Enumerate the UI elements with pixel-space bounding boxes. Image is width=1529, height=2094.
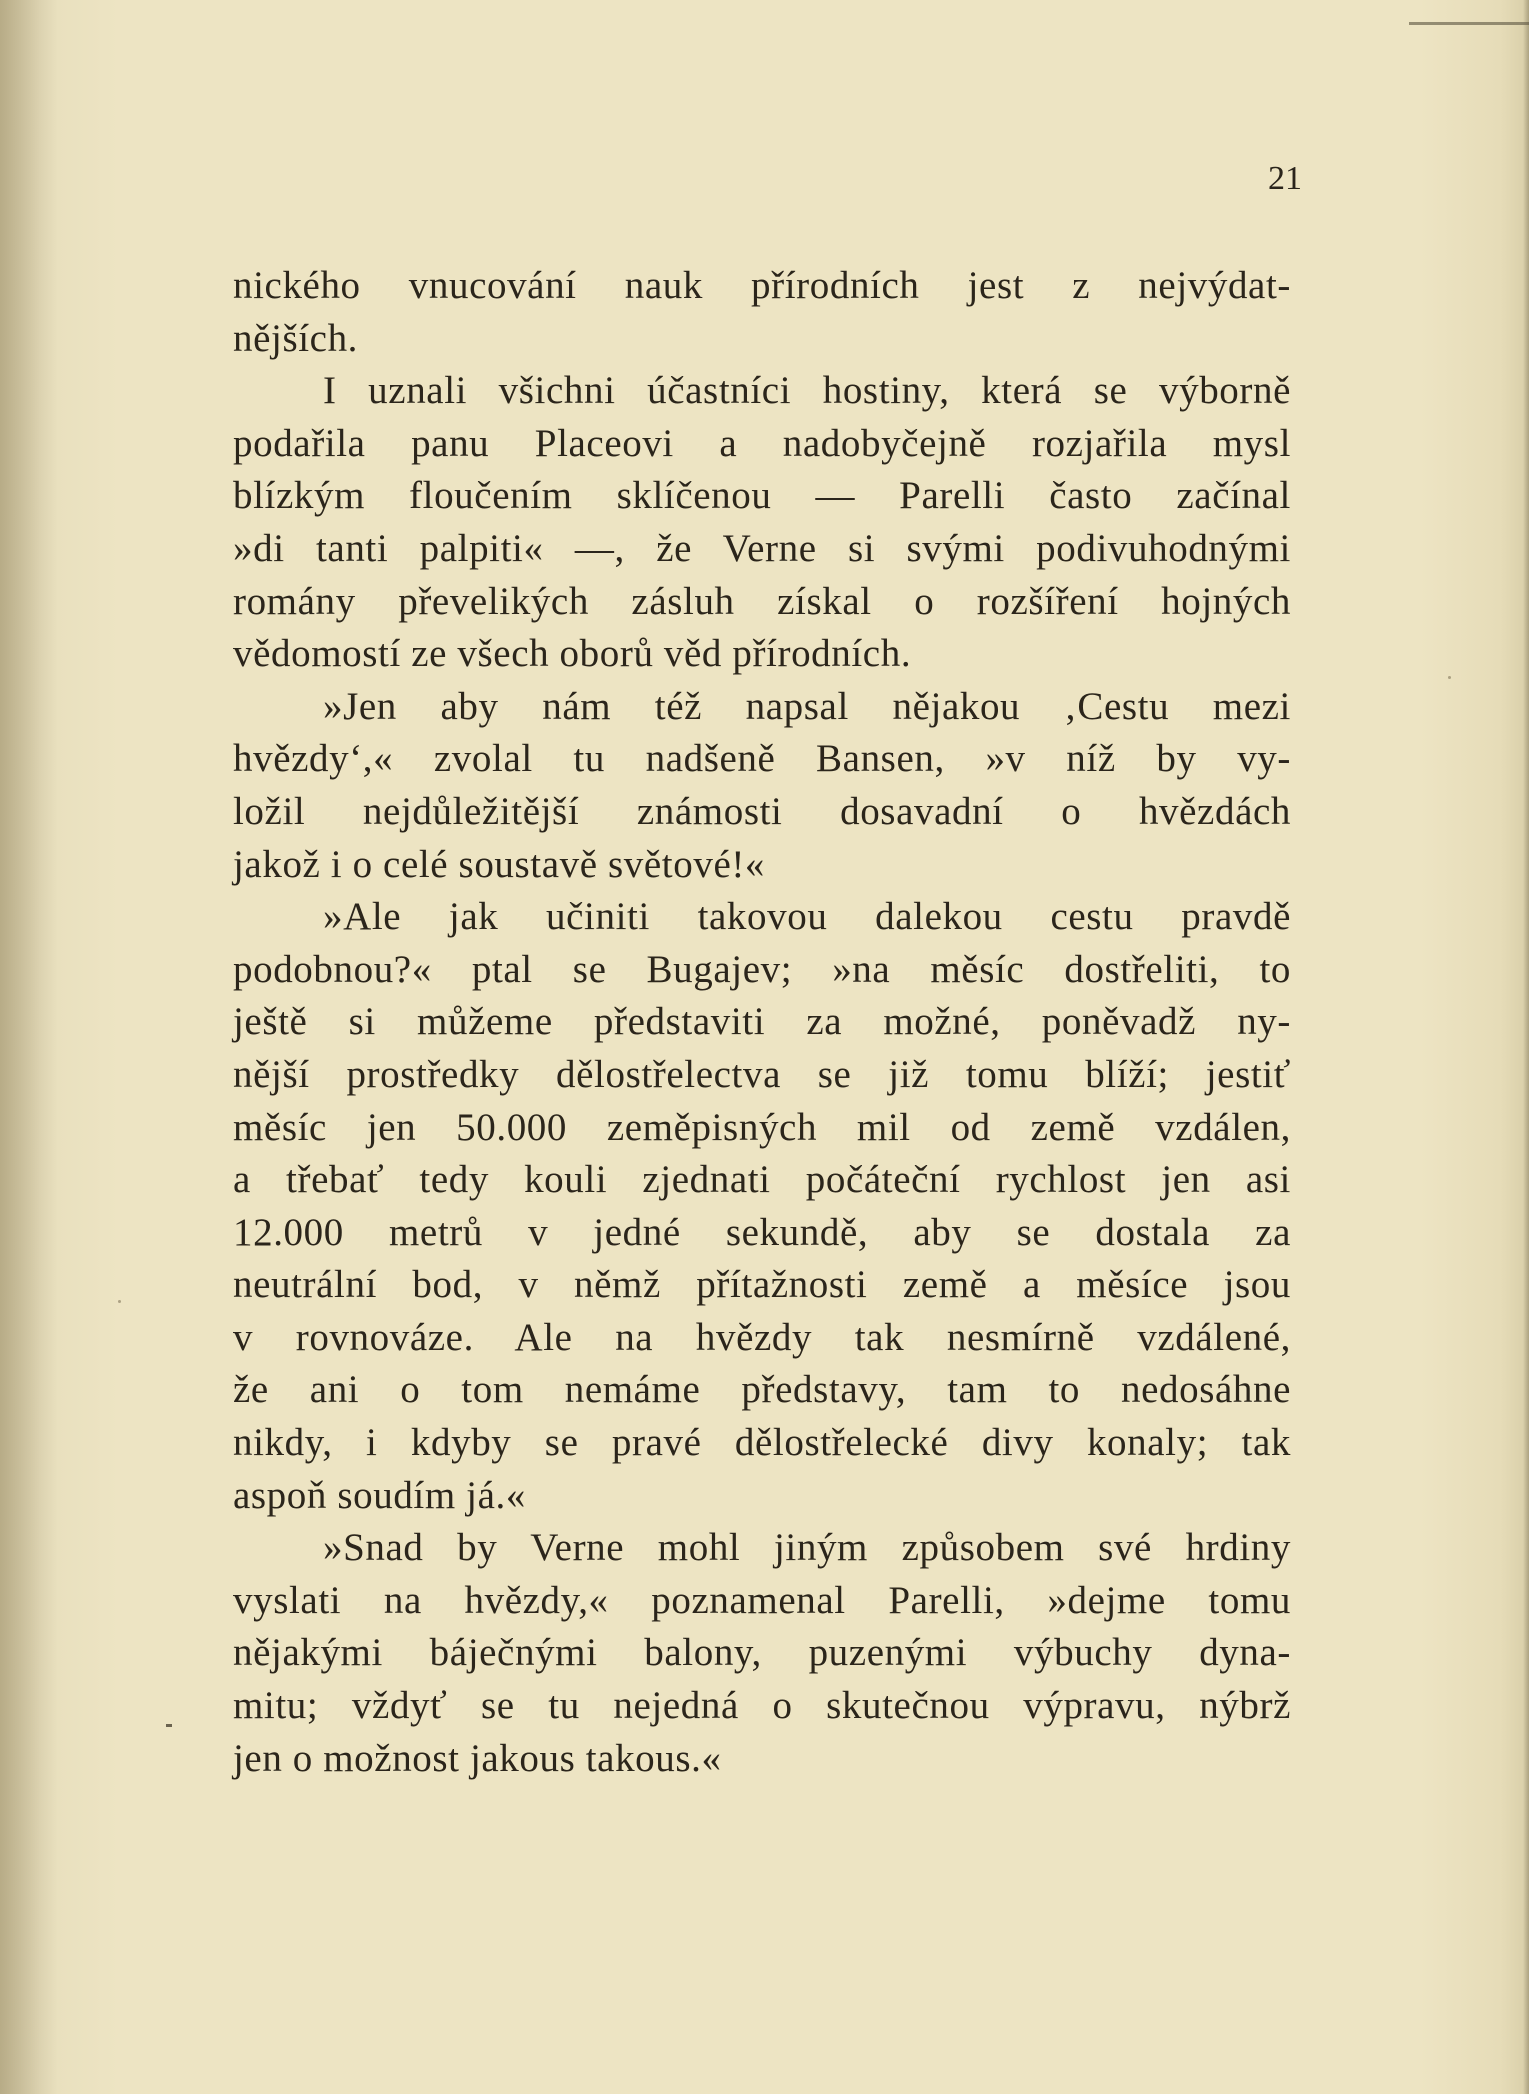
- text-line: »Snad by Verne mohl jiným způsobem své hrdiny: [323, 1526, 1291, 1570]
- text-line: jen o možnost jakous takous.«: [233, 1736, 722, 1780]
- text-line: že ani o tom nemáme představy, tam to nedosáhne: [233, 1368, 1291, 1412]
- text-line: nikdy, i kdyby se pravé dělostřelecké divy konaly; tak: [233, 1421, 1291, 1465]
- text-line: podobnou?« ptal se Bugajev; »na měsíc dostřeliti, to: [233, 947, 1291, 991]
- paragraph: [233, 365, 1291, 681]
- text-line: aspoň soudím já.«: [233, 1473, 526, 1517]
- text-line: neutrální bod, v němž přítažnosti země a měsíce jsou: [233, 1263, 1291, 1307]
- text-line: vědomostí ze všech oborů věd přírodních.: [233, 632, 912, 676]
- page-edge-shadow: [1523, 0, 1529, 2094]
- paragraph: [233, 891, 1291, 1522]
- text-line: ložil nejdůležitější známosti dosavadní o hvězdách: [233, 789, 1291, 833]
- text-line: »Ale jak učiniti takovou dalekou cestu pravdě: [323, 895, 1291, 939]
- text-line: jakož i o celé soustavě světové!«: [233, 842, 766, 886]
- body-text: [233, 260, 1291, 1785]
- text-line: nického vnucování nauk přírodních jest z nejvýdat-: [233, 264, 1291, 307]
- text-line: mitu; vždyť se tu nejedná o skutečnou výpravu, nýbrž: [233, 1684, 1291, 1728]
- paragraph: [233, 260, 1291, 365]
- paragraph: [233, 1522, 1291, 1785]
- paragraph: [233, 681, 1291, 891]
- text-line: nějších.: [233, 316, 359, 360]
- text-line: nějakými báječnými balony, puzenými výbuchy dyna-: [233, 1631, 1291, 1675]
- text-line: v rovnováze. Ale na hvězdy tak nesmírně vzdálené,: [233, 1315, 1291, 1359]
- spine-shadow: [0, 0, 58, 2094]
- text-line: 12.000 metrů v jedné sekundě, aby se dostala za: [233, 1210, 1291, 1254]
- text-line: hvězdy‘,« zvolal tu nadšeně Bansen, »v níž by vy-: [233, 737, 1291, 781]
- text-line: »di tanti palpiti« —, že Verne si svými podivuhodnými: [233, 526, 1291, 570]
- text-line: měsíc jen 50.000 zeměpisných mil od země vzdálen,: [233, 1105, 1291, 1149]
- text-line: nější prostředky dělostřelectva se již tomu blíží; jestiť: [233, 1052, 1291, 1096]
- text-line: a třebať tedy kouli zjednati počáteční rychlost jen asi: [233, 1158, 1291, 1202]
- text-line: I uznali všichni účastníci hostiny, která se výborně: [323, 369, 1291, 413]
- paper-speck: [118, 1300, 121, 1303]
- paper-speck: [1448, 676, 1451, 679]
- margin-mark: [166, 1724, 172, 1727]
- text-line: podařila panu Placeovi a nadobyčejně rozjařila mysl: [233, 421, 1291, 465]
- text-line: vyslati na hvězdy,« poznamenal Parelli, »dejme tomu: [233, 1578, 1291, 1622]
- text-line: romány převelikých zásluh získal o rozšíření hojných: [233, 579, 1291, 623]
- text-line: blízkým floučením sklíčenou — Parelli často začínal: [233, 474, 1291, 518]
- text-line: »Jen aby nám též napsal nějakou ‚Cestu mezi: [323, 684, 1291, 728]
- page-number: 21: [1268, 160, 1302, 197]
- page-edge-mark: [1409, 22, 1529, 25]
- text-line: ještě si můžeme představiti za možné, poněvadž ny-: [233, 1000, 1291, 1044]
